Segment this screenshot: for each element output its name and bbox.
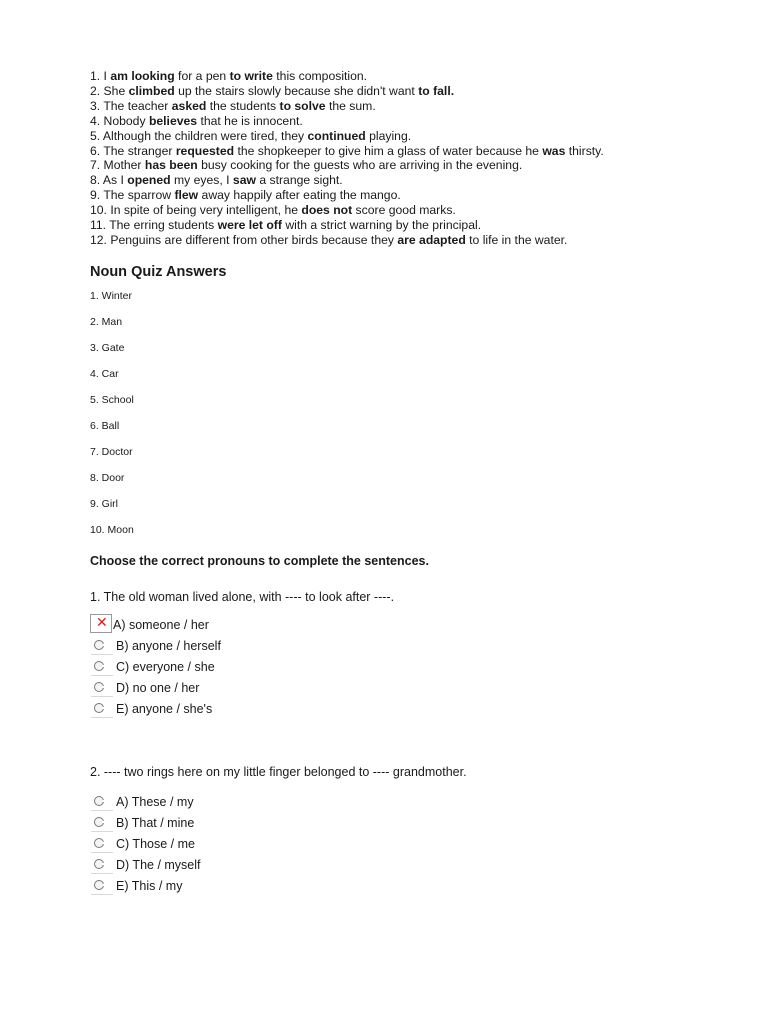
option-row[interactable] [90, 680, 730, 701]
option-row[interactable] [90, 836, 730, 857]
noun-answer-item: 5. School [90, 393, 134, 406]
bold-verb: were let off [217, 218, 282, 233]
radio-button-icon[interactable] [91, 878, 113, 895]
bold-verb: requested [175, 143, 235, 158]
noun-answer-item: 4. Car [90, 367, 119, 380]
sentence-line [90, 144, 730, 159]
sentence-line [90, 69, 730, 84]
bold-verb: flew [174, 188, 199, 203]
sentence-line [90, 114, 730, 129]
sentence-text: this composition. [272, 69, 368, 83]
bold-verb: continued [307, 128, 366, 143]
sentence-text: the students [206, 98, 280, 113]
noun-quiz-title: Noun Quiz Answers [90, 263, 227, 280]
bold-verb: climbed [128, 83, 175, 98]
sentence-text: 9. The sparrow [90, 188, 175, 203]
sentence-line [90, 188, 730, 203]
option-row[interactable] [90, 857, 730, 878]
sentence-line [90, 203, 730, 218]
noun-answer-item: 3. Gate [90, 341, 125, 354]
answer-checkbox[interactable] [90, 614, 112, 633]
radio-button-icon[interactable] [91, 794, 113, 811]
sentence-text: 12. Penguins are different from other birds because they [90, 232, 398, 247]
option-row[interactable] [90, 794, 730, 815]
sentence-text: to life in the water. [465, 232, 568, 247]
noun-answer-item: 9. Girl [90, 497, 119, 510]
option-row[interactable] [90, 815, 730, 836]
bold-verb: to write [229, 69, 273, 83]
option-row[interactable] [90, 701, 730, 722]
document-page [90, 69, 730, 899]
sentence-text: 8. As I [90, 173, 128, 188]
option-row[interactable] [90, 613, 730, 638]
sentence-list [90, 69, 730, 248]
option-row[interactable] [90, 659, 730, 680]
radio-button-icon[interactable] [91, 638, 113, 655]
bold-verb: are adapted [397, 232, 466, 247]
sentence-text: for a pen [174, 69, 230, 83]
option-row[interactable] [90, 878, 730, 899]
sentence-text: with a strict warning by the principal. [281, 218, 482, 233]
option-label: E) anyone / she's [116, 701, 213, 716]
sentence-line [90, 84, 730, 99]
noun-answer-item: 7. Doctor [90, 445, 133, 458]
x-mark-icon: ✕ [96, 613, 108, 630]
option-label: D) The / myself [116, 857, 201, 872]
sentence-text: that he is innocent. [197, 113, 303, 128]
option-label: B) That / mine [116, 815, 195, 830]
question-1-options [90, 613, 730, 722]
noun-answer-item: 2. Man [90, 315, 123, 328]
bold-verb: has been [144, 158, 198, 173]
option-label: D) no one / her [116, 680, 200, 695]
sentence-text: playing. [365, 128, 412, 143]
sentence-text: 1. I [90, 69, 111, 83]
sentence-text: 3. The teacher [90, 98, 172, 113]
sentence-line [90, 233, 730, 248]
sentence-text: 10. In spite of being very intelligent, he [90, 203, 302, 218]
sentence-text: 7. Mother [90, 158, 145, 173]
noun-answer-item: 10. Moon [90, 523, 134, 536]
bold-verb: believes [148, 113, 198, 128]
sentence-text: 11. The erring students [90, 218, 218, 233]
sentence-text: busy cooking for the guests who are arriving in the evening. [197, 158, 523, 173]
sentence-text: the sum. [325, 98, 376, 113]
sentence-line [90, 99, 730, 114]
option-label: C) Those / me [116, 836, 195, 851]
bold-verb: to fall. [418, 83, 455, 98]
bold-verb: am looking [110, 69, 175, 83]
sentence-line [90, 129, 730, 144]
question-2-options [90, 794, 730, 899]
option-label: C) everyone / she [116, 659, 215, 674]
sentence-line [90, 173, 730, 188]
sentence-line [90, 218, 730, 233]
option-label: E) This / my [116, 878, 183, 893]
question-1: 1. The old woman lived alone, with ---- to look after ----. [90, 589, 395, 604]
radio-button-icon[interactable] [91, 680, 113, 697]
option-label: A) These / my [116, 794, 194, 809]
sentence-text: thirsty. [565, 143, 604, 158]
sentence-text: 2. She [90, 83, 129, 98]
question-2: 2. ---- two rings here on my little finger belonged to ---- grandmother. [90, 764, 467, 779]
sentence-text: 4. Nobody [90, 113, 149, 128]
radio-button-icon[interactable] [91, 701, 113, 718]
sentence-text: my eyes, I [170, 173, 233, 188]
sentence-text: 6. The stranger [90, 143, 176, 158]
sentence-text: 5. Although the children were tired, they [90, 128, 308, 143]
sentence-text: a strange sight. [255, 173, 343, 188]
sentence-text: score good marks. [352, 203, 456, 218]
bold-verb: opened [127, 173, 171, 188]
sentence-line [90, 158, 730, 173]
noun-answer-item: 6. Ball [90, 419, 120, 432]
bold-verb: to solve [279, 98, 326, 113]
bold-verb: saw [232, 173, 256, 188]
option-label: A) someone / her [113, 617, 209, 632]
radio-button-icon[interactable] [91, 836, 113, 853]
sentence-text: away happily after eating the mango. [198, 188, 401, 203]
bold-verb: was [542, 143, 566, 158]
sentence-text: up the stairs slowly because she didn't want [174, 83, 419, 98]
noun-answer-item: 8. Door [90, 471, 125, 484]
option-row[interactable] [90, 638, 730, 659]
noun-answer-item: 1. Winter [90, 289, 133, 302]
bold-verb: asked [171, 98, 207, 113]
sentence-text: the shopkeeper to give him a glass of water because he [234, 143, 543, 158]
radio-button-icon[interactable] [91, 659, 113, 676]
pronoun-instruction: Choose the correct pronouns to complete the sentences. [90, 553, 429, 568]
noun-answer-list [90, 290, 730, 550]
bold-verb: does not [301, 203, 353, 218]
radio-button-icon[interactable] [91, 857, 113, 874]
option-label: B) anyone / herself [116, 638, 221, 653]
radio-button-icon[interactable] [91, 815, 113, 832]
